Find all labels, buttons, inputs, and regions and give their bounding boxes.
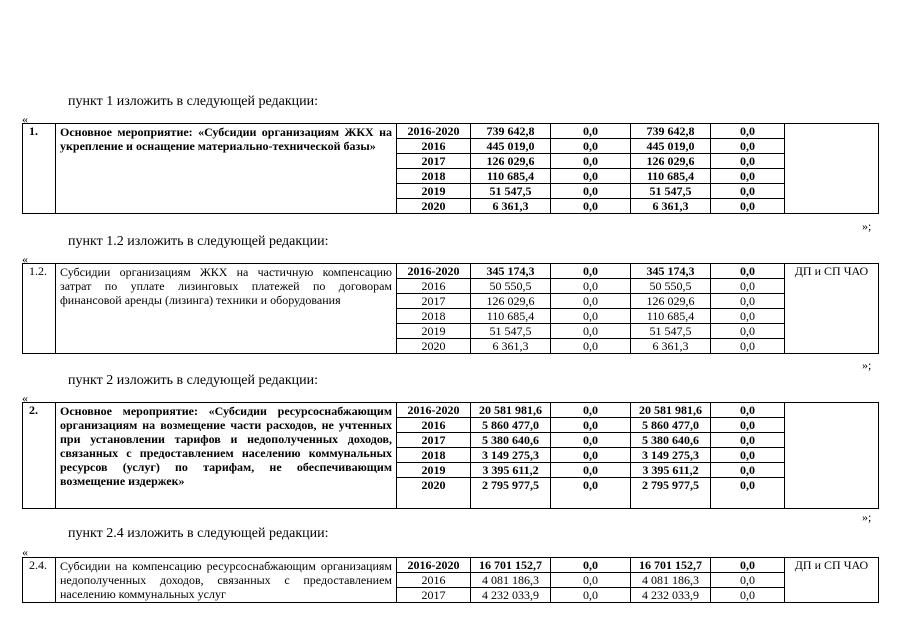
okrug-cell: 345 174,3 — [631, 264, 711, 279]
section-3-intro: пункт 2 изложить в следующей редакции: — [68, 373, 318, 388]
period-cell: 2016-2020 — [397, 264, 471, 279]
executor-cell — [785, 124, 879, 214]
period-cell: 2020 — [397, 339, 471, 354]
section-4-intro: пункт 2.4 изложить в следующей редакции: — [68, 526, 329, 541]
total-cell: 345 174,3 — [471, 264, 551, 279]
other-cell: 0,0 — [711, 199, 785, 214]
federal-cell: 0,0 — [551, 324, 631, 339]
federal-cell: 0,0 — [551, 433, 631, 448]
federal-cell: 0,0 — [551, 448, 631, 463]
period-cell: 2016 — [397, 139, 471, 154]
other-cell: 0,0 — [711, 448, 785, 463]
period-cell: 2016 — [397, 279, 471, 294]
section-1-open-quote: « — [22, 112, 28, 126]
table-row — [23, 264, 879, 279]
table-row — [23, 124, 879, 139]
total-cell: 445 019,0 — [471, 139, 551, 154]
federal-cell: 0,0 — [551, 418, 631, 433]
executor-cell: ДП и СП ЧАО — [785, 264, 879, 354]
federal-cell: 0,0 — [551, 478, 631, 509]
other-cell: 0,0 — [711, 154, 785, 169]
federal-cell: 0,0 — [551, 124, 631, 139]
total-cell: 3 395 611,2 — [471, 463, 551, 478]
okrug-cell: 51 547,5 — [631, 184, 711, 199]
okrug-cell: 110 685,4 — [631, 169, 711, 184]
table-row — [23, 403, 879, 418]
federal-cell: 0,0 — [551, 309, 631, 324]
total-cell: 126 029,6 — [471, 294, 551, 309]
total-cell: 110 685,4 — [471, 309, 551, 324]
okrug-cell: 3 149 275,3 — [631, 448, 711, 463]
okrug-cell: 739 642,8 — [631, 124, 711, 139]
period-cell: 2018 — [397, 448, 471, 463]
period-cell: 2016-2020 — [397, 558, 471, 573]
okrug-cell: 51 547,5 — [631, 324, 711, 339]
section-3-table — [22, 402, 879, 509]
item-number: 2.4. — [23, 558, 56, 603]
federal-cell: 0,0 — [551, 184, 631, 199]
total-cell: 6 361,3 — [471, 199, 551, 214]
section-2-open-quote: « — [22, 252, 28, 266]
section-3-open-quote: « — [22, 391, 28, 405]
okrug-cell: 4 232 033,9 — [631, 588, 711, 603]
okrug-cell: 16 701 152,7 — [631, 558, 711, 573]
section-2-intro: пункт 1.2 изложить в следующей редакции: — [68, 234, 329, 249]
period-cell: 2018 — [397, 309, 471, 324]
okrug-cell: 126 029,6 — [631, 154, 711, 169]
item-number: 1.2. — [23, 264, 56, 354]
total-cell: 5 860 477,0 — [471, 418, 551, 433]
executor-cell: ДП и СП ЧАО — [785, 558, 879, 603]
total-cell: 5 380 640,6 — [471, 433, 551, 448]
section-4-open-quote: « — [22, 545, 28, 559]
other-cell: 0,0 — [711, 324, 785, 339]
total-cell: 110 685,4 — [471, 169, 551, 184]
other-cell: 0,0 — [711, 124, 785, 139]
okrug-cell: 5 860 477,0 — [631, 418, 711, 433]
section-2-table — [22, 263, 879, 354]
item-description: Основное мероприятие: «Субсидии ресурсоснабжающим организациям на возмещение части расходов, не учтенных при установлении тарифов и недополученных доходов, связанных с предоставлением населению коммунальных ресурсов (услуг) по тарифам, не обеспечивающим возмещение издержек» — [56, 403, 397, 509]
period-cell: 2019 — [397, 184, 471, 199]
period-cell: 2018 — [397, 169, 471, 184]
total-cell: 50 550,5 — [471, 279, 551, 294]
total-cell: 51 547,5 — [471, 184, 551, 199]
total-cell: 6 361,3 — [471, 339, 551, 354]
other-cell: 0,0 — [711, 418, 785, 433]
total-cell: 2 795 977,5 — [471, 478, 551, 509]
item-description: Субсидии на компенсацию ресурсоснабжающим организациям недополученных доходов, связанных с предоставлением населению коммунальных услуг — [56, 558, 397, 603]
total-cell: 16 701 152,7 — [471, 558, 551, 573]
okrug-cell: 20 581 981,6 — [631, 403, 711, 418]
okrug-cell: 6 361,3 — [631, 339, 711, 354]
federal-cell: 0,0 — [551, 403, 631, 418]
total-cell: 739 642,8 — [471, 124, 551, 139]
other-cell: 0,0 — [711, 433, 785, 448]
federal-cell: 0,0 — [551, 199, 631, 214]
other-cell: 0,0 — [711, 588, 785, 603]
other-cell: 0,0 — [711, 573, 785, 588]
section-1-table — [22, 123, 879, 214]
period-cell: 2017 — [397, 588, 471, 603]
period-cell: 2017 — [397, 294, 471, 309]
okrug-cell: 3 395 611,2 — [631, 463, 711, 478]
table-row — [23, 558, 879, 573]
okrug-cell: 110 685,4 — [631, 309, 711, 324]
federal-cell: 0,0 — [551, 339, 631, 354]
other-cell: 0,0 — [711, 139, 785, 154]
other-cell: 0,0 — [711, 264, 785, 279]
other-cell: 0,0 — [711, 403, 785, 418]
federal-cell: 0,0 — [551, 294, 631, 309]
federal-cell: 0,0 — [551, 139, 631, 154]
total-cell: 20 581 981,6 — [471, 403, 551, 418]
period-cell: 2016 — [397, 418, 471, 433]
total-cell: 3 149 275,3 — [471, 448, 551, 463]
item-description: Основное мероприятие: «Субсидии организациям ЖКХ на укрепление и оснащение материально-технической базы» — [56, 124, 397, 214]
federal-cell: 0,0 — [551, 463, 631, 478]
section-4-table — [22, 557, 879, 603]
federal-cell: 0,0 — [551, 154, 631, 169]
item-description: Субсидии организациям ЖКХ на частичную компенсацию затрат по уплате лизинговых платежей по договорам финансовой аренды (лизинга) техники и оборудования — [56, 264, 397, 354]
section-3-close-quote: »; — [862, 510, 872, 524]
okrug-cell: 2 795 977,5 — [631, 478, 711, 509]
okrug-cell: 126 029,6 — [631, 294, 711, 309]
total-cell: 51 547,5 — [471, 324, 551, 339]
other-cell: 0,0 — [711, 279, 785, 294]
period-cell: 2016 — [397, 573, 471, 588]
section-1-close-quote: »; — [862, 219, 872, 233]
period-cell: 2019 — [397, 324, 471, 339]
item-number: 2. — [23, 403, 56, 509]
okrug-cell: 5 380 640,6 — [631, 433, 711, 448]
okrug-cell: 4 081 186,3 — [631, 573, 711, 588]
other-cell: 0,0 — [711, 558, 785, 573]
period-cell: 2017 — [397, 433, 471, 448]
period-cell: 2016-2020 — [397, 124, 471, 139]
federal-cell: 0,0 — [551, 264, 631, 279]
federal-cell: 0,0 — [551, 558, 631, 573]
section-2-close-quote: »; — [862, 358, 872, 372]
total-cell: 126 029,6 — [471, 154, 551, 169]
section-1-intro: пункт 1 изложить в следующей редакции: — [68, 94, 318, 109]
other-cell: 0,0 — [711, 184, 785, 199]
federal-cell: 0,0 — [551, 588, 631, 603]
federal-cell: 0,0 — [551, 169, 631, 184]
okrug-cell: 445 019,0 — [631, 139, 711, 154]
other-cell: 0,0 — [711, 294, 785, 309]
okrug-cell: 6 361,3 — [631, 199, 711, 214]
item-number: 1. — [23, 124, 56, 214]
period-cell: 2017 — [397, 154, 471, 169]
total-cell: 4 232 033,9 — [471, 588, 551, 603]
period-cell: 2019 — [397, 463, 471, 478]
period-cell: 2016-2020 — [397, 403, 471, 418]
period-cell: 2020 — [397, 199, 471, 214]
other-cell: 0,0 — [711, 339, 785, 354]
federal-cell: 0,0 — [551, 573, 631, 588]
total-cell: 4 081 186,3 — [471, 573, 551, 588]
okrug-cell: 50 550,5 — [631, 279, 711, 294]
period-cell: 2020 — [397, 478, 471, 509]
other-cell: 0,0 — [711, 169, 785, 184]
executor-cell — [785, 403, 879, 509]
federal-cell: 0,0 — [551, 279, 631, 294]
other-cell: 0,0 — [711, 463, 785, 478]
other-cell: 0,0 — [711, 478, 785, 509]
other-cell: 0,0 — [711, 309, 785, 324]
